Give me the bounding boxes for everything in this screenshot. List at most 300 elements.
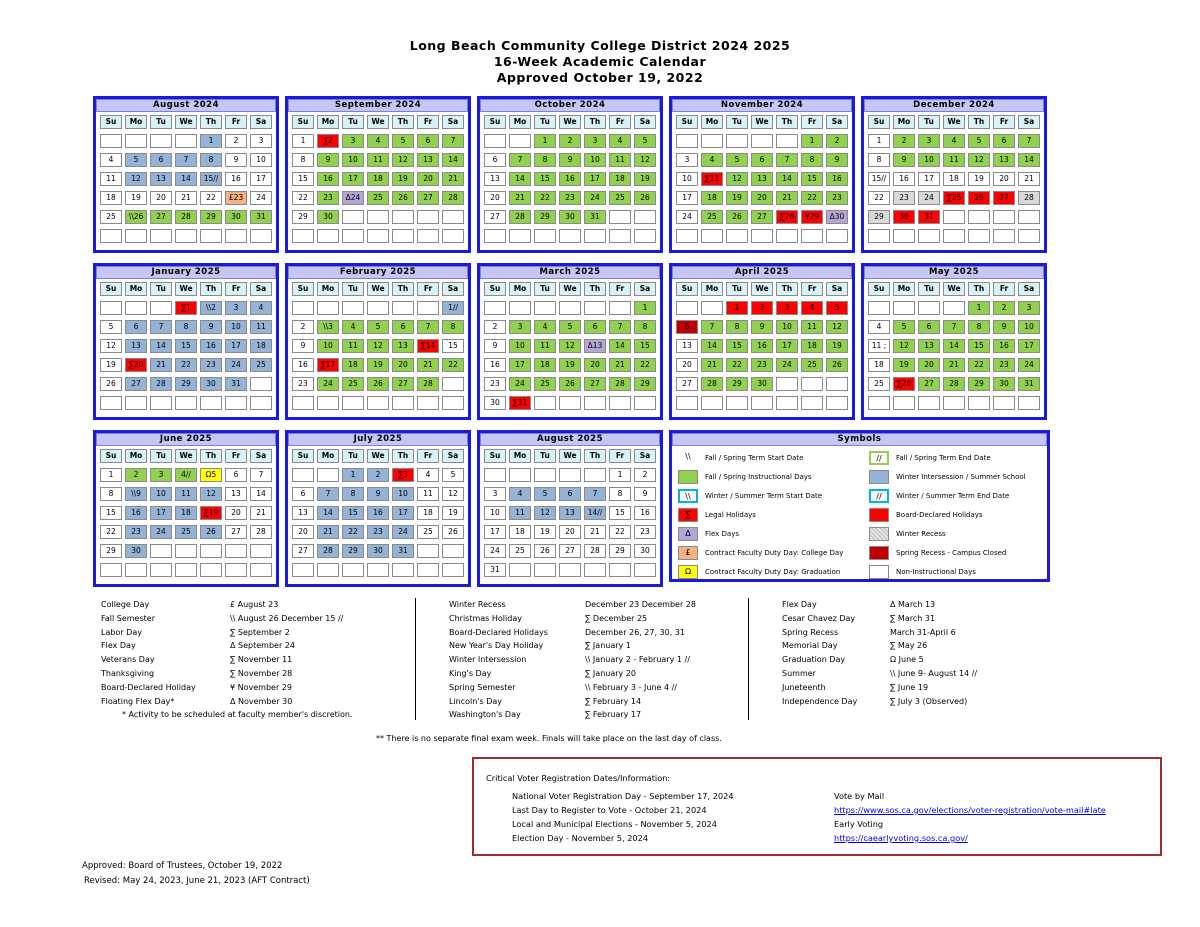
notes-divider-2: [748, 598, 749, 720]
note-label: Memorial Day: [782, 641, 838, 651]
day-cell: 19: [367, 358, 389, 372]
note-label: Veterans Day: [101, 655, 155, 665]
day-cell: [225, 563, 247, 577]
note-label: Spring Recess: [782, 627, 839, 637]
day-cell: ∑11: [701, 172, 723, 186]
day-cell: 17: [676, 191, 698, 205]
day-cell: [826, 229, 848, 243]
note-label: Board-Declared Holidays: [449, 627, 548, 637]
day-cell: [392, 229, 414, 243]
day-cell: 8: [442, 320, 464, 334]
day-cell: [175, 134, 197, 148]
day-cell: [150, 396, 172, 410]
day-cell: 18: [417, 506, 439, 520]
month-september-2024: [285, 96, 471, 253]
day-cell: 8: [292, 153, 314, 167]
day-cell: Δ30: [826, 210, 848, 224]
day-cell: 12: [559, 339, 581, 353]
day-cell: 29: [868, 210, 890, 224]
month-title: January 2025: [96, 266, 276, 279]
legend-label: Spring Recess - Campus Closed: [896, 549, 1007, 557]
day-cell: 14: [943, 339, 965, 353]
final-exam-note: ** There is no separate final exam week. Finals will take place on the last day of class.: [376, 734, 722, 743]
day-cell: 13: [125, 339, 147, 353]
note-label: College Day: [101, 600, 150, 609]
day-cell: 1: [100, 468, 122, 482]
weekday-header: Mo: [509, 115, 531, 129]
note-label: Fall Semester: [101, 613, 155, 623]
weekday-header: Sa: [1018, 115, 1040, 129]
weekday-header: Fr: [225, 115, 247, 129]
day-cell: 16: [559, 172, 581, 186]
day-cell: 4: [250, 301, 272, 315]
day-cell: [367, 210, 389, 224]
day-cell: [609, 563, 631, 577]
day-cell: [943, 210, 965, 224]
day-cell: [1018, 229, 1040, 243]
day-cell: [292, 301, 314, 315]
day-cell: 1: [342, 468, 364, 482]
day-cell: [868, 396, 890, 410]
day-cell: 18: [367, 172, 389, 186]
day-cell: 23: [317, 191, 339, 205]
month-january-2025: [93, 263, 279, 420]
day-cell: 22: [100, 525, 122, 539]
day-cell: 21: [509, 191, 531, 205]
day-cell: 25: [100, 210, 122, 224]
day-cell: 23: [893, 191, 915, 205]
day-cell: 4: [367, 134, 389, 148]
day-cell: 17: [484, 525, 506, 539]
day-cell: 24: [676, 210, 698, 224]
day-cell: 9: [634, 487, 656, 501]
note-value: Ω June 5: [890, 655, 924, 665]
day-cell: 31: [918, 210, 940, 224]
voter-info-box: [472, 757, 1162, 856]
day-cell: 20: [751, 191, 773, 205]
day-cell: 2: [993, 301, 1015, 315]
legend-label: Legal Holidays: [705, 511, 756, 519]
legend-label: Fall / Spring Term Start Date: [705, 454, 804, 462]
day-cell: 6: [484, 153, 506, 167]
day-cell: [317, 301, 339, 315]
day-cell: 15: [175, 339, 197, 353]
month-grid: [290, 449, 466, 577]
day-cell: £23: [225, 191, 247, 205]
legend-label: Winter / Summer Term End Date: [896, 492, 1010, 500]
note-value: ∑ September 2: [230, 627, 290, 637]
day-cell: [509, 229, 531, 243]
day-cell: 27: [676, 377, 698, 391]
day-cell: 16: [292, 358, 314, 372]
day-cell: [584, 563, 606, 577]
weekday-header: Mo: [509, 449, 531, 463]
day-cell: [584, 396, 606, 410]
day-cell: 12: [534, 506, 556, 520]
weekday-header: Su: [292, 282, 314, 296]
day-cell: 28: [150, 377, 172, 391]
weekday-header: We: [175, 282, 197, 296]
day-cell: [726, 134, 748, 148]
weekday-header: Su: [484, 449, 506, 463]
day-cell: [534, 229, 556, 243]
day-cell: [918, 301, 940, 315]
day-cell: [150, 229, 172, 243]
weekday-header: Tu: [726, 282, 748, 296]
day-cell: 1: [868, 134, 890, 148]
day-cell: 20: [676, 358, 698, 372]
day-cell: 18: [943, 172, 965, 186]
day-cell: 12: [968, 153, 990, 167]
day-cell: 26: [392, 191, 414, 205]
day-cell: 5: [125, 153, 147, 167]
day-cell: 12: [200, 487, 222, 501]
day-cell: 12: [634, 153, 656, 167]
day-cell: [751, 229, 773, 243]
legend-swatch: [869, 546, 889, 560]
weekday-header: Sa: [634, 449, 656, 463]
day-cell: 3: [584, 134, 606, 148]
day-cell: ∑1: [175, 301, 197, 315]
weekday-header: Tu: [726, 115, 748, 129]
day-cell: [776, 377, 798, 391]
day-cell: 8: [968, 320, 990, 334]
voter-item: Election Day - November 5, 2024: [512, 833, 649, 843]
day-cell: [392, 396, 414, 410]
weekday-header: Th: [392, 115, 414, 129]
day-cell: 22: [801, 191, 823, 205]
day-cell: 30: [200, 377, 222, 391]
day-cell: [559, 396, 581, 410]
day-cell: [943, 229, 965, 243]
note-label: Floating Flex Day*: [101, 696, 175, 706]
day-cell: 3: [250, 134, 272, 148]
weekday-header: Tu: [150, 449, 172, 463]
day-cell: 10: [150, 487, 172, 501]
day-cell: [150, 301, 172, 315]
day-cell: 21: [150, 358, 172, 372]
weekday-header: Th: [200, 282, 222, 296]
day-cell: 3: [342, 134, 364, 148]
legend-label: Winter Recess: [896, 530, 946, 538]
day-cell: 15: [342, 506, 364, 520]
day-cell: 13: [417, 153, 439, 167]
day-cell: 9: [225, 153, 247, 167]
day-cell: 29: [175, 377, 197, 391]
day-cell: 3: [1018, 301, 1040, 315]
day-cell: 7: [250, 468, 272, 482]
day-cell: 27: [125, 377, 147, 391]
day-cell: 11: [175, 487, 197, 501]
day-cell: [968, 210, 990, 224]
day-cell: 8: [634, 320, 656, 334]
day-cell: 20: [392, 358, 414, 372]
day-cell: 27: [918, 377, 940, 391]
day-cell: 19: [559, 358, 581, 372]
legend-label: Winter / Summer Term Start Date: [705, 492, 823, 500]
day-cell: 13: [292, 506, 314, 520]
day-cell: ∑3: [392, 468, 414, 482]
day-cell: 13: [150, 172, 172, 186]
month-grid: [98, 449, 274, 577]
note-value: \\ June 9- August 14 //: [890, 669, 978, 678]
day-cell: 10: [225, 320, 247, 334]
day-cell: [100, 563, 122, 577]
day-cell: 27: [751, 210, 773, 224]
day-cell: 18: [868, 358, 890, 372]
legend-swatch: \\: [685, 452, 691, 461]
day-cell: 28: [701, 377, 723, 391]
legend-swatch: [869, 470, 889, 484]
vote-by-mail-label: Vote by Mail: [834, 791, 885, 801]
day-cell: 10: [584, 153, 606, 167]
day-cell: [392, 563, 414, 577]
vote-by-mail-link[interactable]: https://www.sos.ca.gov/elections/voter-registration/vote-mail#late: [834, 805, 1106, 815]
day-cell: 17: [509, 358, 531, 372]
weekday-header: Fr: [417, 449, 439, 463]
day-cell: 29: [200, 210, 222, 224]
day-cell: 9: [317, 153, 339, 167]
day-cell: [701, 301, 723, 315]
day-cell: 27: [392, 377, 414, 391]
day-cell: 8: [200, 153, 222, 167]
month-may-2025: [861, 263, 1047, 420]
day-cell: 14: [250, 487, 272, 501]
day-cell: 18: [701, 191, 723, 205]
day-cell: 30: [225, 210, 247, 224]
day-cell: 4: [868, 320, 890, 334]
day-cell: 27: [584, 377, 606, 391]
revised-note: Revised: May 24, 2023, June 21, 2023 (AFT Contract): [84, 876, 310, 886]
day-cell: 30: [993, 377, 1015, 391]
day-cell: 28: [175, 210, 197, 224]
legend-label: Contract Faculty Duty Day: College Day: [705, 549, 844, 557]
day-cell: 23: [826, 191, 848, 205]
note-value: Δ March 13: [890, 600, 936, 609]
day-cell: 27: [150, 210, 172, 224]
day-cell: [943, 396, 965, 410]
month-grid: [290, 115, 466, 243]
day-cell: 8: [726, 320, 748, 334]
weekday-header: Tu: [150, 115, 172, 129]
day-cell: 21: [776, 191, 798, 205]
day-cell: 17: [1018, 339, 1040, 353]
weekday-header: Su: [100, 282, 122, 296]
day-cell: 10: [392, 487, 414, 501]
day-cell: 5: [893, 320, 915, 334]
day-cell: [509, 134, 531, 148]
day-cell: 15//: [868, 172, 890, 186]
day-cell: 25: [417, 525, 439, 539]
title-line-2: 16-Week Academic Calendar: [493, 54, 707, 69]
day-cell: 9: [893, 153, 915, 167]
day-cell: [317, 396, 339, 410]
day-cell: 12: [367, 339, 389, 353]
month-october-2024: [477, 96, 663, 253]
month-grid: [674, 115, 850, 243]
day-cell: 29: [100, 544, 122, 558]
flex-footnote: * Activity to be scheduled at faculty member's discretion.: [122, 710, 353, 720]
day-cell: 23: [993, 358, 1015, 372]
month-november-2024: [669, 96, 855, 253]
day-cell: 9: [826, 153, 848, 167]
day-cell: [367, 563, 389, 577]
day-cell: 9: [367, 487, 389, 501]
day-cell: 28: [584, 544, 606, 558]
early-voting-link[interactable]: https://caearlyvoting.sos.ca.gov/: [834, 833, 968, 843]
day-cell: 1//: [442, 301, 464, 315]
day-cell: 15: [968, 339, 990, 353]
month-title: December 2024: [864, 99, 1044, 112]
day-cell: 17: [150, 506, 172, 520]
day-cell: [826, 396, 848, 410]
day-cell: [993, 229, 1015, 243]
day-cell: 20: [225, 506, 247, 520]
day-cell: [417, 301, 439, 315]
day-cell: 21: [442, 172, 464, 186]
day-cell: [676, 134, 698, 148]
weekday-header: Mo: [125, 282, 147, 296]
day-cell: [417, 210, 439, 224]
day-cell: 12: [442, 487, 464, 501]
day-cell: ¥29: [801, 210, 823, 224]
weekday-header: Fr: [993, 282, 1015, 296]
day-cell: [559, 301, 581, 315]
weekday-header: Th: [584, 449, 606, 463]
day-cell: [442, 563, 464, 577]
day-cell: [801, 377, 823, 391]
day-cell: [317, 229, 339, 243]
weekday-header: We: [751, 115, 773, 129]
day-cell: [100, 134, 122, 148]
day-cell: [417, 563, 439, 577]
day-cell: ∑20: [125, 358, 147, 372]
day-cell: [534, 396, 556, 410]
day-cell: [609, 396, 631, 410]
day-cell: 4: [609, 134, 631, 148]
day-cell: [676, 229, 698, 243]
note-label: Winter Intersession: [449, 655, 527, 665]
legend-swatch: [678, 470, 698, 484]
day-cell: 20: [417, 172, 439, 186]
day-cell: 27: [559, 544, 581, 558]
day-cell: 22: [868, 191, 890, 205]
day-cell: 29: [609, 544, 631, 558]
day-cell: 29: [968, 377, 990, 391]
day-cell: 16: [125, 506, 147, 520]
day-cell: [200, 229, 222, 243]
note-value: ∑ May 26: [890, 641, 928, 651]
day-cell: 10: [509, 339, 531, 353]
day-cell: [559, 563, 581, 577]
month-grid: [98, 282, 274, 410]
day-cell: 6: [751, 153, 773, 167]
weekday-header: We: [559, 115, 581, 129]
day-cell: [776, 229, 798, 243]
legend-swatch: Ω: [678, 565, 698, 579]
day-cell: 7: [175, 153, 197, 167]
day-cell: [776, 134, 798, 148]
day-cell: [342, 396, 364, 410]
month-june-2025: [93, 430, 279, 587]
day-cell: 5: [442, 468, 464, 482]
month-grid: [482, 115, 658, 243]
weekday-header: Tu: [918, 282, 940, 296]
day-cell: [417, 396, 439, 410]
day-cell: 19: [442, 506, 464, 520]
weekday-header: Su: [868, 115, 890, 129]
note-label: Lincoln's Day: [449, 696, 503, 706]
day-cell: 29: [342, 544, 364, 558]
day-cell: 26: [534, 544, 556, 558]
month-grid: [674, 282, 850, 410]
day-cell: 7: [1018, 134, 1040, 148]
weekday-header: Th: [392, 282, 414, 296]
weekday-header: Mo: [125, 449, 147, 463]
weekday-header: Su: [676, 282, 698, 296]
weekday-header: Su: [868, 282, 890, 296]
day-cell: 30: [751, 377, 773, 391]
day-cell: [893, 301, 915, 315]
day-cell: 12: [826, 320, 848, 334]
day-cell: [225, 544, 247, 558]
day-cell: [484, 468, 506, 482]
day-cell: 18: [609, 172, 631, 186]
weekday-header: Fr: [417, 282, 439, 296]
day-cell: 22: [175, 358, 197, 372]
note-label: Spring Semester: [449, 682, 516, 692]
day-cell: ∑2: [317, 134, 339, 148]
day-cell: 24: [509, 377, 531, 391]
day-cell: 1: [200, 134, 222, 148]
day-cell: [634, 210, 656, 224]
note-label: Thanksgiving: [101, 669, 155, 678]
weekday-header: We: [175, 449, 197, 463]
day-cell: 3: [225, 301, 247, 315]
day-cell: 25: [250, 358, 272, 372]
day-cell: [484, 229, 506, 243]
day-cell: 2: [225, 134, 247, 148]
day-cell: 15: [100, 506, 122, 520]
weekday-header: Fr: [609, 115, 631, 129]
note-value: ∑ January 20: [585, 669, 636, 678]
day-cell: [317, 563, 339, 577]
note-value: ∑ November 28: [230, 669, 293, 678]
day-cell: 17: [584, 172, 606, 186]
month-grid: [290, 282, 466, 410]
day-cell: 4: [701, 153, 723, 167]
day-cell: [826, 377, 848, 391]
day-cell: 24: [225, 358, 247, 372]
day-cell: [609, 301, 631, 315]
weekday-header: Fr: [225, 449, 247, 463]
day-cell: 5: [726, 153, 748, 167]
day-cell: 13: [993, 153, 1015, 167]
day-cell: 16: [826, 172, 848, 186]
legend-swatch: £: [678, 546, 698, 560]
month-grid: [482, 449, 658, 577]
weekday-header: We: [943, 115, 965, 129]
day-cell: [868, 301, 890, 315]
day-cell: [342, 563, 364, 577]
weekday-header: We: [751, 282, 773, 296]
weekday-header: Mo: [509, 282, 531, 296]
symbols-title: Symbols: [672, 433, 1047, 446]
day-cell: 8: [609, 487, 631, 501]
weekday-header: Fr: [609, 449, 631, 463]
day-cell: 6: [559, 487, 581, 501]
weekday-header: Sa: [634, 282, 656, 296]
